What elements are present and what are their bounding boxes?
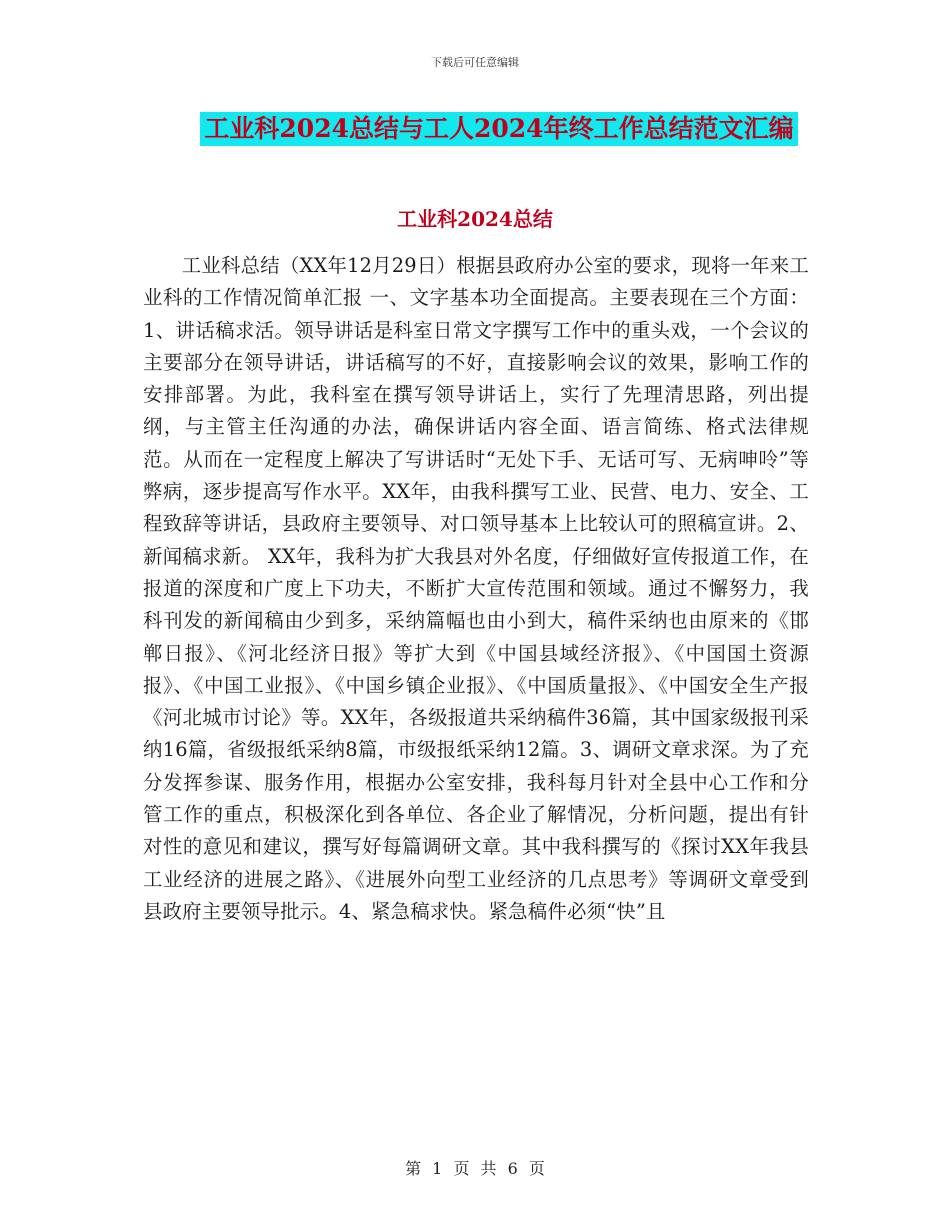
body-paragraph: 工业科总结（XX年12月29日）根据县政府办公室的要求，现将一年来工业科的工作情况简单汇报 一、文字基本功全面提高。主要表现在三个方面：1、讲话稿求活。领导讲话是科室日常文字撰写工作中的重头戏，一个会议的主要部分在领导讲话，讲话稿写的不好，直接影响会议的效果，影响工作的安排部署。为此，我科室在撰写领导讲话上，实行了先理清思路，列出提纲，与主管主任沟通的办法，确保讲话内容全面、语言简练、格式法律规范。从而在一定程度上解决了写讲话时“无处下手、无话可写、无病呻呤”等弊病，逐步提高写作水平。XX年，由我科撰写工业、民营、电力、安全、工程致辞等讲话，县政府主要领导、对口领导基本上比较认可的照稿宣讲。2、新闻稿求新。 XX年，我科为扩大我县对外名度，仔细做好宣传报道工作，在报道的深度和广度上下功夫，不断扩大宣传范围和领域。通过不懈努力，我科刊发的新闻稿由少到多，采纳篇幅也由小到大，稿件采纳也由原来的《邯郸日报》、《河北经济日报》等扩大到《中国县域经济报》、《中国国土资源报》、《中国工业报》、《中国乡镇企业报》、《中国质量报》、《中国安全生产报《河北城市讨论》等。XX年，各级报道共采纳稿件36篇，其中国家级报刊采纳16篇，省级报纸采纳8篇，市级报纸采纳12篇。3、调研文章求深。为了充分发挥参谋、服务作用，根据办公室安排，我科每月针对全县中心工作和分管工作的重点，积极深化到各单位、各企业了解情况，分析问题，提出有针对性的意见和建议，撰写好每篇调研文章。其中我科撰写的《探讨XX年我县工业经济的进展之路》、《进展外向型工业经济的几点思考》等调研文章受到县政府主要领导批示。4、紧急稿求快。紧急稿件必须“快”且 xyxy=(143,254,809,923)
page-footer: 第 1 页 共 6 页 xyxy=(405,1159,545,1178)
main-title: 工业科2024总结与工人2024年终工作总结范文汇编 xyxy=(200,112,797,146)
section-title: 工业科2024总结 xyxy=(397,207,553,231)
main-title-container xyxy=(0,112,950,146)
document-body xyxy=(143,250,809,928)
page-header-note: 下载后可任意编辑 xyxy=(431,56,519,69)
